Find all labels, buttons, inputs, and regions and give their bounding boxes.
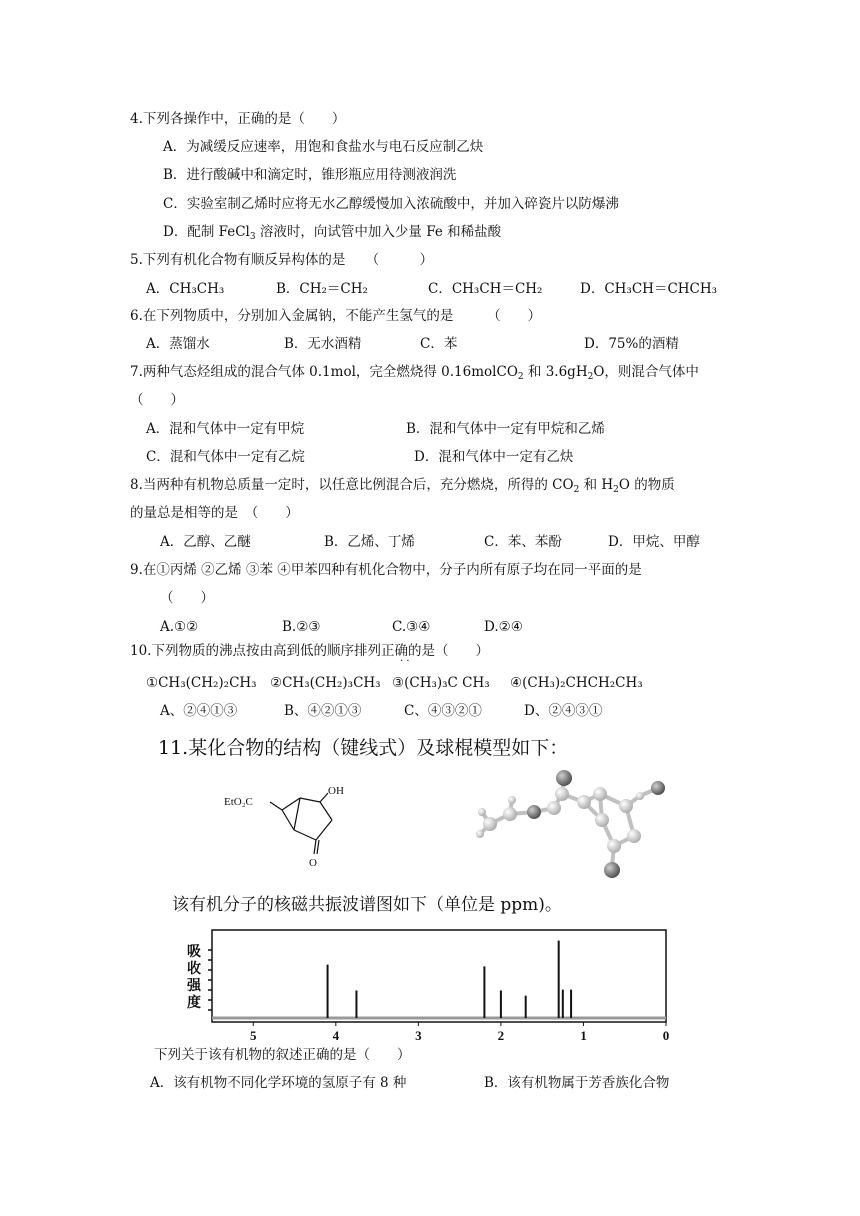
q10-stem: 10.下列物质的沸点按由高到低的顺序排列正确的是（ ） [130, 643, 489, 659]
q4-option-b: B．进行酸碱中和滴定时，锥形瓶应用待测液润洗 [163, 167, 457, 183]
q9-option-a: A.①② [160, 619, 199, 635]
q10-option-a: A、②④①③ [160, 703, 238, 719]
q7-option-d: D．混和气体中一定有乙炔 [414, 449, 574, 465]
q9-option-b: B.②③ [282, 619, 321, 635]
q11-question: 下列关于该有机物的叙述正确的是（ ） [154, 1047, 411, 1063]
q8-option-d: D．甲烷、甲醇 [608, 534, 700, 550]
q7-stem-pre: 7.两种气态烃组成的混合气体 0.1mol，完全燃烧得 0.16molCO [130, 364, 518, 380]
ylabel-char-3: 强 [187, 979, 201, 994]
q10-substance-2: ②CH₃(CH₂)₃CH₃ [270, 675, 381, 691]
q8-stem-post: O 的物质 [618, 477, 675, 493]
q10-substance-3: ③(CH₃)₃C CH₃ [392, 675, 490, 691]
q7-stem-line2: （ ） [130, 392, 184, 408]
nmr-intro: 该有机分子的核磁共振波谱图如下（单位是 ppm)。 [172, 895, 562, 915]
q5-option-d: D．CH₃CH＝CHCH₃ [580, 281, 718, 297]
skeletal-structure [220, 780, 380, 870]
q8-stem-line2: 的量总是相等的是 （ ） [130, 505, 299, 521]
q7-option-b: B．混和气体中一定有甲烷和乙烯 [406, 421, 605, 437]
q7-option-c: C．混和气体中一定有乙烷 [146, 449, 305, 465]
q9-option-c: C.③④ [392, 619, 431, 635]
x-tick-label: 1 [580, 1028, 587, 1043]
hydroxyl-label: OH [328, 785, 344, 797]
ylabel-char-2: 收 [187, 962, 201, 977]
q7-stem: 7.两种气态烃组成的混合气体 0.1mol，完全燃烧得 0.16molCO$_2$ 和 $3.6gH_2O$，则混合气体中 [130, 364, 699, 382]
x-tick-label: 3 [415, 1028, 422, 1043]
emphasis-dots: · · [400, 656, 410, 667]
q5-option-c: C．CH₃CH＝CH₂ [428, 281, 543, 297]
q10-option-b: B、④②①③ [284, 703, 362, 719]
ylabel-char-4: 度 [187, 996, 201, 1011]
q11-option-a: A．该有机物不同化学环境的氢原子有 8 种 [150, 1075, 407, 1091]
x-tick-label: 5 [250, 1028, 257, 1043]
q4-stem: 4.下列各操作中，正确的是（ ） [130, 111, 346, 127]
q11-option-b: B．该有机物属于芳香族化合物 [484, 1075, 670, 1091]
q8-stem-mid: 和 H [579, 477, 614, 493]
x-tick-label: 0 [662, 1028, 670, 1043]
ball-stick-model [462, 764, 682, 884]
q8-stem: 8.当两种有机物总质量一定时，以任意比例混合后，充分燃烧，所得的 $CO_2$ 和 $H_2O$ 的物质 [130, 477, 675, 495]
q10-option-c: C、④③②① [404, 703, 482, 719]
ketone-oxygen-label: O [309, 857, 317, 869]
q8-option-a: A．乙醇、乙醚 [160, 534, 251, 550]
q6-option-c: C．苯 [420, 336, 458, 352]
q7-option-a: A．混和气体中一定有甲烷 [146, 421, 305, 437]
q9-stem-line2: （ ） [160, 590, 214, 606]
q8-option-c: C．苯、苯酚 [484, 534, 562, 550]
q10-substance-1: ①CH₃(CH₂)₂CH₃ [146, 675, 257, 691]
q6-option-b: B．无水酒精 [284, 336, 362, 352]
q4-option-c: C．实验室制乙烯时应将无水乙醇缓慢加入浓硫酸中，并加入碎瓷片以防爆沸 [163, 196, 619, 212]
q5-option-a: A．CH₃CH₃ [146, 281, 225, 297]
q5-option-b: B．CH₂＝CH₂ [276, 281, 368, 297]
q11-stem: 11.某化合物的结构（键线式）及球棍模型如下： [158, 737, 569, 759]
chart-frame [212, 930, 666, 1022]
x-tick-label: 2 [497, 1028, 505, 1043]
q5-stem: 5.下列有机化合物有顺反异构体的是 （ ） [130, 252, 434, 268]
q8-option-b: B．乙烯、丁烯 [324, 534, 415, 550]
ester-label: EtO₂C [224, 796, 253, 808]
q10-option-d: D、②④③① [524, 703, 603, 719]
nmr-spectrum-chart [180, 928, 680, 1046]
q4-option-d-post: 溶液时，向试管中加入少量 Fe 和稀盐酸 [255, 224, 502, 240]
q10-substance-4: ④(CH₃)₂CHCH₂CH₃ [510, 675, 643, 691]
x-tick-label: 4 [332, 1028, 340, 1043]
q6-stem: 6.在下列物质中，分别加入金属钠，不能产生氢气的是 （ ） [130, 308, 542, 324]
q7-stem-mid: 和 3.6gH [523, 364, 588, 380]
q4-option-d: D．配制 FeCl$_3$ 溶液时，向试管中加入少量 Fe 和稀盐酸 [163, 224, 502, 242]
q8-stem-pre: 8.当两种有机物总质量一定时，以任意比例混合后，充分燃烧，所得的 CO [130, 477, 574, 493]
q7-stem-post: O，则混合气体中 [593, 364, 699, 380]
ylabel-char-1: 吸 [187, 945, 201, 960]
q4-option-d-pre: D．配制 FeCl [163, 224, 250, 240]
q9-option-d: D.②④ [484, 619, 523, 635]
q6-option-d: D．75%的酒精 [584, 336, 679, 352]
q4-option-a: A．为减缓反应速率，用饱和食盐水与电石反应制乙炔 [163, 139, 484, 155]
q6-option-a: A．蒸馏水 [146, 336, 210, 352]
q9-stem: 9.在①丙烯 ②乙烯 ③苯 ④甲苯四种有机化合物中，分子内所有原子均在同一平面的是 [130, 562, 642, 578]
